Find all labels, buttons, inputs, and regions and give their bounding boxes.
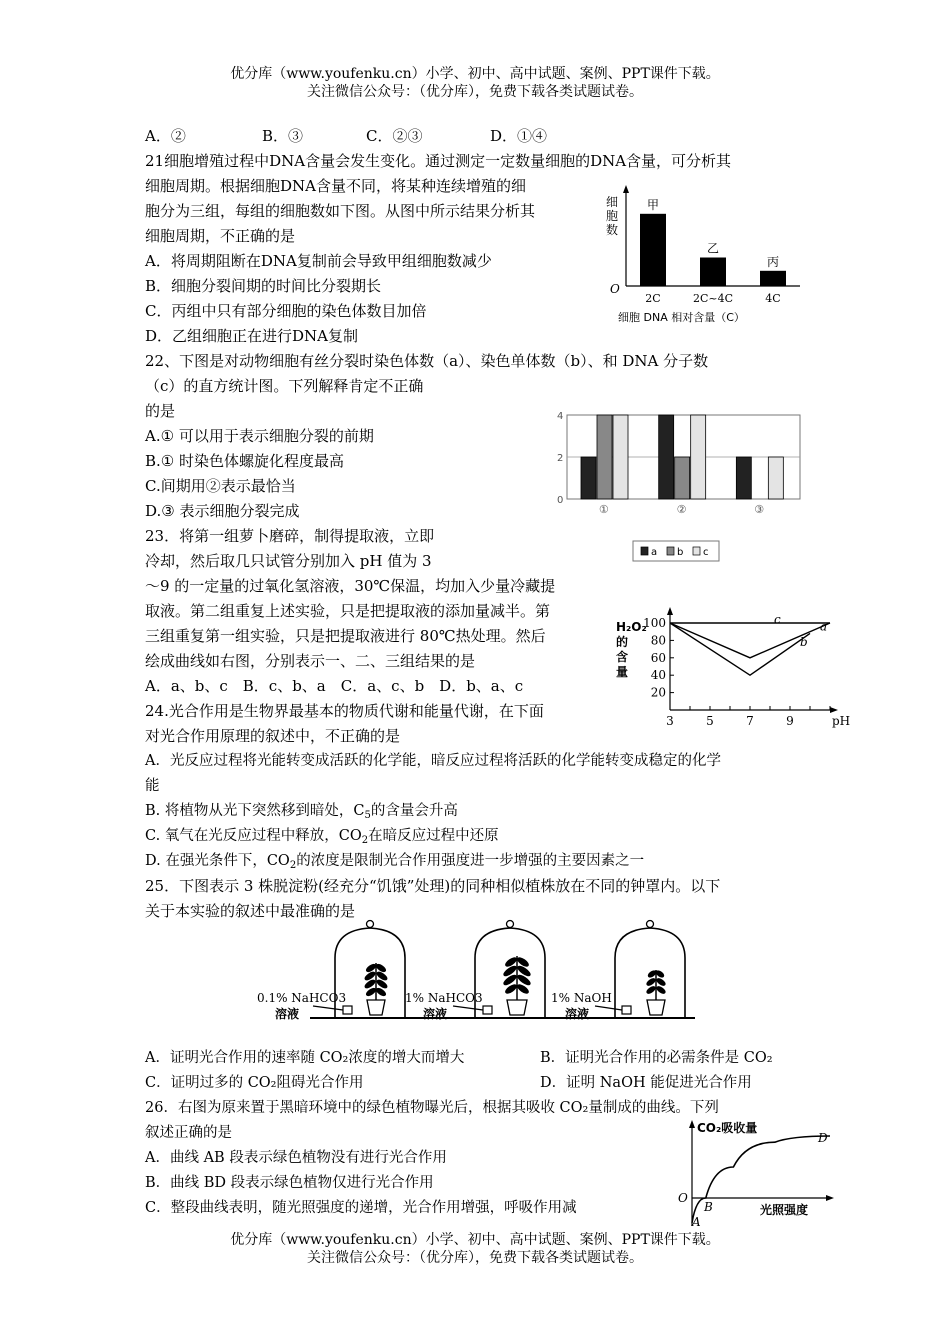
chart3-xtick-5: 5 bbox=[706, 714, 714, 728]
chart3-line-b bbox=[670, 623, 810, 675]
q22-option-d: D.③ 表示细胞分裂完成 bbox=[145, 502, 300, 520]
q21-option-a: A．将周期阻断在DNA复制前会导致甲组细胞数减少 bbox=[145, 252, 492, 270]
chart1-bar-1 bbox=[640, 214, 666, 286]
chart3-xtick-9: 9 bbox=[786, 714, 794, 728]
q21-stem-4: 细胞周期，不正确的是 bbox=[145, 227, 296, 245]
q26-option-c: C．整段曲线表明，随光照强度的递增，光合作用增强，呼吸作用减 bbox=[145, 1200, 577, 1216]
q24-option-c-text: C. 氧气在光反应过程中释放，CO bbox=[145, 828, 362, 844]
chart3-xlabel: pH bbox=[832, 714, 851, 728]
chart1-ylabel-1: 细 bbox=[606, 195, 619, 209]
pot-1 bbox=[367, 1000, 385, 1015]
mitosis-grouped-bar-chart bbox=[545, 405, 810, 565]
q24-option-d bbox=[145, 851, 644, 876]
q24-option-c-sub: 2 bbox=[361, 835, 369, 846]
q26-option-a: A．曲线 AB 段表示绿色植物没有进行光合作用 bbox=[145, 1150, 447, 1166]
chart1-bar-label-1: 甲 bbox=[646, 197, 660, 212]
chart3-ytick-100: 100 bbox=[643, 616, 666, 630]
q23-stem-5: 三组重复第一组实验，只是把提取液进行 80℃热处理。然后 bbox=[145, 627, 546, 645]
footer-line-1: 优分库（www.youfenku.cn）小学、初中、高中试题、案例、PPT课件下载。 bbox=[230, 1232, 720, 1248]
chart2-legend-label-c: c bbox=[703, 547, 709, 558]
h2o2-ph-line-chart bbox=[612, 605, 851, 728]
jar-label-2: 1% NaHCO3 bbox=[405, 991, 483, 1005]
chart2-legend-label-b: b bbox=[677, 547, 684, 558]
q26-stem-1: 26．右图为原来置于黑暗环境中的绿色植物曝光后，根据其吸收 CO₂量制成的曲线。下列 bbox=[145, 1100, 719, 1116]
chart2-bar-a-2 bbox=[659, 415, 674, 499]
q24-option-a-2: 能 bbox=[145, 778, 160, 794]
chart2-bar-b-2 bbox=[675, 457, 690, 499]
q21-option-b: B．细胞分裂间期的时间比分裂期长 bbox=[145, 277, 382, 295]
q25-option-b: B．证明光合作用的必需条件是 CO₂ bbox=[540, 1050, 773, 1066]
chart2-bar-c-3 bbox=[768, 457, 783, 499]
chart3-xtick-3: 3 bbox=[666, 714, 674, 728]
solution-dish-1 bbox=[343, 1006, 352, 1014]
q24-option-b bbox=[145, 801, 458, 826]
pot-2 bbox=[507, 1000, 527, 1015]
chart2-xtick-1: ① bbox=[598, 503, 609, 516]
q24-stem-2: 对光合作用原理的叙述中，不正确的是 bbox=[145, 727, 401, 745]
chart1-ylabel-2: 胞 bbox=[606, 209, 619, 223]
q24-option-b-text: B. 将植物从光下突然移到暗处，C bbox=[145, 803, 365, 819]
chart2-bar-c-2 bbox=[691, 415, 706, 499]
q26-stem-2: 叙述正确的是 bbox=[145, 1125, 232, 1141]
c4-xlabel: 光照强度 bbox=[760, 1203, 809, 1217]
chart1-xlabel: 细胞 DNA 相对含量（C） bbox=[618, 311, 745, 324]
chart3-ytick-20: 20 bbox=[650, 685, 666, 700]
chart3-ytick-40: 40 bbox=[650, 668, 666, 683]
c4-point-a: A bbox=[692, 1215, 701, 1229]
bell-jar-figure bbox=[255, 918, 695, 1028]
chart2-legend-swatch-a bbox=[641, 547, 648, 555]
q21-stem-2: 细胞周期。根据细胞DNA含量不同，将某种连续增殖的细 bbox=[145, 177, 526, 195]
chart1-bar-3 bbox=[760, 271, 786, 286]
q25-option-a: A．证明光合作用的速率随 CO₂浓度的增大而增大 bbox=[145, 1050, 465, 1066]
c4-ylabel: CO₂吸收量 bbox=[697, 1121, 758, 1135]
chart1-xtick-1: 2C bbox=[645, 292, 661, 305]
chart1-xtick-2: 2C~4C bbox=[692, 292, 734, 305]
plant-2 bbox=[503, 956, 531, 1000]
q20-option-a: A．② bbox=[145, 127, 186, 145]
q25-option-d: D．证明 NaOH 能促进光合作用 bbox=[540, 1075, 752, 1091]
chart2-xtick-3: ③ bbox=[754, 503, 765, 516]
chart3-line-label-b: b bbox=[800, 635, 808, 650]
chart3-ylabel-2: 的 bbox=[616, 635, 629, 649]
q21-stem-1: 21细胞增殖过程中DNA含量会发生变化。通过测定一定数量细胞的DNA含量，可分析其 bbox=[145, 152, 732, 170]
q24-option-d-rest: 的浓度是限制光合作用强度进一步增强的主要因素之一 bbox=[296, 853, 645, 869]
jar-label-1: 0.1% NaHCO3 bbox=[257, 991, 347, 1005]
jar-label-3: 1% NaOH bbox=[551, 991, 612, 1005]
q22-stem-2: （c）的直方统计图。下列解释肯定不正确 bbox=[145, 377, 424, 395]
chart2-xtick-2: ② bbox=[676, 503, 687, 516]
q22-option-b: B.① 时染色体螺旋化程度最高 bbox=[145, 452, 345, 470]
q23-stem-6: 绘成曲线如右图，分别表示一、二、三组结果的是 bbox=[145, 652, 476, 670]
chart1-bar-label-2: 乙 bbox=[706, 241, 720, 256]
q23-stem-4: 取液。第二组重复上述实验，只是把提取液的添加量减半。第 bbox=[145, 602, 551, 620]
chart2-bar-a-3 bbox=[736, 457, 751, 499]
c4-point-b: B bbox=[704, 1200, 713, 1214]
chart1-ylabel-3: 数 bbox=[606, 223, 619, 237]
header-line-1: 优分库（www.youfenku.cn）小学、初中、高中试题、案例、PPT课件下载。 bbox=[230, 66, 720, 82]
q25-stem-2: 关于本实验的叙述中最准确的是 bbox=[145, 902, 356, 920]
q21-stem-3: 胞分为三组，每组的细胞数如下图。从图中所示结果分析其 bbox=[145, 202, 536, 220]
chart2-legend-swatch-c bbox=[693, 547, 700, 555]
solution-dish-3 bbox=[622, 1006, 631, 1014]
plant-1 bbox=[364, 963, 388, 1000]
chart3-line-label-c: c bbox=[774, 612, 781, 627]
chart3-ylabel-3: 含 bbox=[616, 650, 629, 664]
chart1-bar-2 bbox=[700, 258, 726, 287]
c4-point-d: D bbox=[818, 1131, 828, 1145]
q22-stem-3: 的是 bbox=[145, 402, 176, 420]
q25-stem-1: 25．下图表示 3 株脱淀粉(经充分“饥饿”处理)的同种相似植株放在不同的钟罩内。以下 bbox=[145, 877, 721, 895]
q23-stem-2: 冷却，然后取几只试管分别加入 pH 值为 3 bbox=[145, 552, 432, 570]
chart2-legend-label-a: a bbox=[651, 547, 658, 558]
q20-option-d: D．①④ bbox=[490, 127, 548, 145]
chart2-ytick-4: 4 bbox=[557, 411, 564, 422]
chart2-ytick-0: 0 bbox=[557, 495, 564, 506]
q24-option-d-text: D. 在强光条件下，CO bbox=[145, 853, 290, 869]
q24-option-b-rest: 的含量会升高 bbox=[370, 803, 458, 819]
q21-option-c: C．丙组中只有部分细胞的染色体数目加倍 bbox=[145, 302, 427, 320]
jar-solution-label-1: 溶液 bbox=[275, 1007, 300, 1021]
dna-content-bar-chart bbox=[600, 183, 810, 328]
chart2-legend-swatch-b bbox=[667, 547, 674, 555]
q20-option-b: B．③ bbox=[262, 127, 304, 145]
q24-option-c bbox=[145, 826, 499, 851]
solution-dish-2 bbox=[483, 1006, 492, 1014]
chart3-line-label-a: a bbox=[820, 619, 828, 634]
q24-option-a-1: A．光反应过程将光能转变成活跃的化学能，暗反应过程将活跃的化学能转变成稳定的化学 bbox=[145, 753, 721, 769]
jar-solution-label-3: 溶液 bbox=[565, 1007, 590, 1021]
q26-option-b: B．曲线 BD 段表示绿色植物仅进行光合作用 bbox=[145, 1175, 434, 1191]
chart3-xtick-7: 7 bbox=[746, 714, 754, 728]
q22-option-a: A.① 可以用于表示细胞分裂的前期 bbox=[145, 427, 374, 445]
footer-line-2: 关注微信公众号：（优分库），免费下载各类试题试卷。 bbox=[307, 1250, 643, 1266]
c4-point-o: O bbox=[678, 1191, 688, 1205]
jar-solution-label-2: 溶液 bbox=[423, 1007, 448, 1021]
chart1-bar-label-3: 丙 bbox=[766, 254, 780, 269]
chart2-bar-c-1 bbox=[613, 415, 628, 499]
q23-stem-3: ～9 的一定量的过氧化氢溶液，30℃保温，均加入少量冷藏提 bbox=[145, 577, 556, 595]
plant-3 bbox=[646, 970, 666, 1000]
header-line-2: 关注微信公众号：（优分库），免费下载各类试题试卷。 bbox=[307, 84, 643, 100]
q20-option-c: C．②③ bbox=[366, 127, 423, 145]
chart1-origin: O bbox=[610, 282, 620, 296]
q24-option-d-sub: 2 bbox=[289, 860, 297, 871]
chart3-ytick-60: 60 bbox=[650, 650, 666, 665]
chart3-ylabel-1: H₂O₂ bbox=[616, 620, 647, 634]
chart2-ytick-2: 2 bbox=[557, 453, 564, 464]
q22-option-c: C.间期用②表示最恰当 bbox=[145, 477, 296, 495]
chart2-bar-b-1 bbox=[597, 415, 612, 499]
pot-3 bbox=[647, 1000, 665, 1015]
q25-option-c: C．证明过多的 CO₂阻碍光合作用 bbox=[145, 1075, 364, 1091]
q24-option-c-rest: 在暗反应过程中还原 bbox=[368, 828, 499, 844]
co2-absorption-curve bbox=[670, 1118, 840, 1230]
chart3-ylabel-4: 量 bbox=[616, 665, 629, 679]
chart1-ylabel bbox=[606, 195, 618, 237]
chart3-ytick-80: 80 bbox=[650, 633, 666, 648]
q23-stem-1: 23．将第一组萝卜磨碎，制得提取液，立即 bbox=[145, 527, 435, 545]
q24-stem-1: 24.光合作用是生物界最基本的物质代谢和能量代谢，在下面 bbox=[145, 702, 544, 720]
q24-option-b-sub: 5 bbox=[364, 810, 371, 821]
chart1-xtick-3: 4C bbox=[765, 292, 781, 305]
q21-option-d: D．乙组细胞正在进行DNA复制 bbox=[145, 327, 359, 345]
chart2-bar-a-1 bbox=[581, 457, 596, 499]
q22-stem-1: 22、下图是对动物细胞有丝分裂时染色体数（a）、染色单体数（b）、和 DNA 分子数 bbox=[145, 352, 709, 370]
q23-options: A．a、b、c B．c、b、a C．a、c、b D．b、a、c bbox=[145, 677, 524, 695]
